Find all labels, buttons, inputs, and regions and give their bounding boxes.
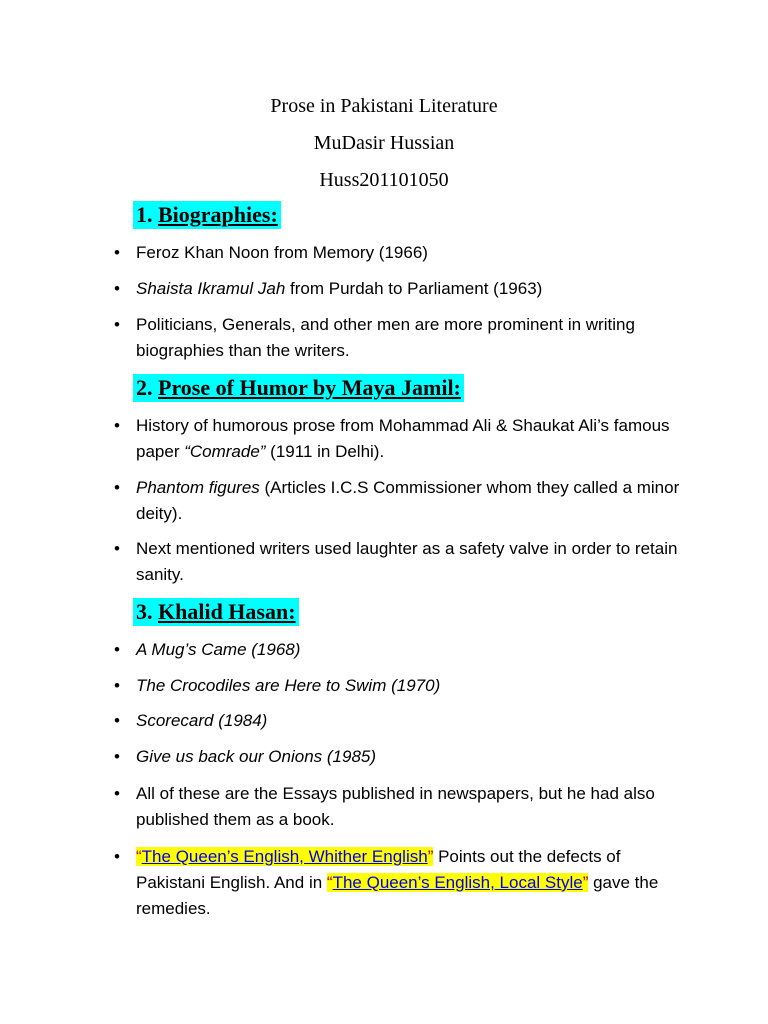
bullet-icon: • [114,747,120,766]
list-item [114,673,694,699]
section-heading-biographies [133,201,281,229]
bullet-icon: • [114,315,120,334]
section-title: Biographies: [158,202,278,227]
bullet-icon: • [114,640,120,659]
list-item-italic: The Crocodiles are Here to Swim (1970) [136,676,441,695]
section-number: 3. [136,599,153,624]
highlighted-quote [327,873,588,892]
author-name: MuDasir Hussian [313,132,455,154]
bullet-icon: • [114,711,120,730]
list-item-text: gave the remedies. [136,873,659,918]
section-number: 1. [136,202,153,227]
list-item-text: Points out the defects of Pakistani English. And in [136,847,621,892]
list-item-italic: A Mug’s Came (1968) [136,640,301,659]
list-item [114,744,694,770]
list-item-text: (Articles I.C.S Commissioner whom they called a minor deity). [136,478,680,523]
bullet-icon: • [114,784,120,803]
bullet-icon: • [114,847,120,866]
section-number: 2. [136,375,153,400]
list-item-text: (1911 in Delhi). [265,442,385,461]
list-item-text: Feroz Khan Noon from Memory (1966) [136,243,428,262]
list-item-italic: Scorecard (1984) [136,711,268,730]
list-item-italic: “Comrade” [184,442,266,461]
bullet-icon: • [114,478,120,497]
list-item-text: History of humorous prose from Mohammad Ali & Shaukat Ali’s famous paper [136,416,670,461]
list-item-italic: Give us back our Onions (1985) [136,747,377,766]
list-item-italic: Phantom figures [136,478,260,497]
quote-mark: ” [582,873,589,892]
list-item [114,536,694,588]
quote-mark: “ [326,873,333,892]
quote-mark: ” [427,847,434,866]
section-title: Prose of Humor by Maya Jamil: [158,375,461,400]
list-item-text: All of these are the Essays published in newspapers, but he had also published them as a book. [136,784,655,829]
bullet-icon: • [114,539,120,558]
essay-link-local-style[interactable]: The Queen’s English, Local Style [332,873,583,892]
list-item [114,708,694,734]
list-item-text: from Purdah to Parliament (1963) [285,279,543,298]
list-item [114,413,694,465]
bullet-icon: • [114,279,120,298]
section-heading-khalid-hasan [133,598,299,626]
highlighted-quote [136,847,433,866]
essay-link-whither-english[interactable]: The Queen’s English, Whither English [141,847,428,866]
list-item-italic: Shaista Ikramul Jah [136,279,286,298]
list-item [114,475,694,527]
bullet-icon: • [114,416,120,435]
list-item [114,844,694,922]
quote-mark: “ [136,847,142,866]
bullet-icon: • [114,676,120,695]
document-title: Prose in Pakistani Literature [270,95,498,117]
section-title: Khalid Hasan: [158,599,296,624]
bullet-icon: • [114,243,120,262]
section-heading-humor [133,374,464,402]
list-item [114,781,694,833]
student-id: Huss201101050 [319,169,449,191]
list-item [114,240,694,266]
list-item-text: Politicians, Generals, and other men are more prominent in writing biographies than the writers. [136,315,635,360]
list-item [114,276,694,302]
list-item [114,637,694,663]
list-item-text: Next mentioned writers used laughter as a safety valve in order to retain sanity. [136,539,678,584]
list-item [114,312,694,364]
